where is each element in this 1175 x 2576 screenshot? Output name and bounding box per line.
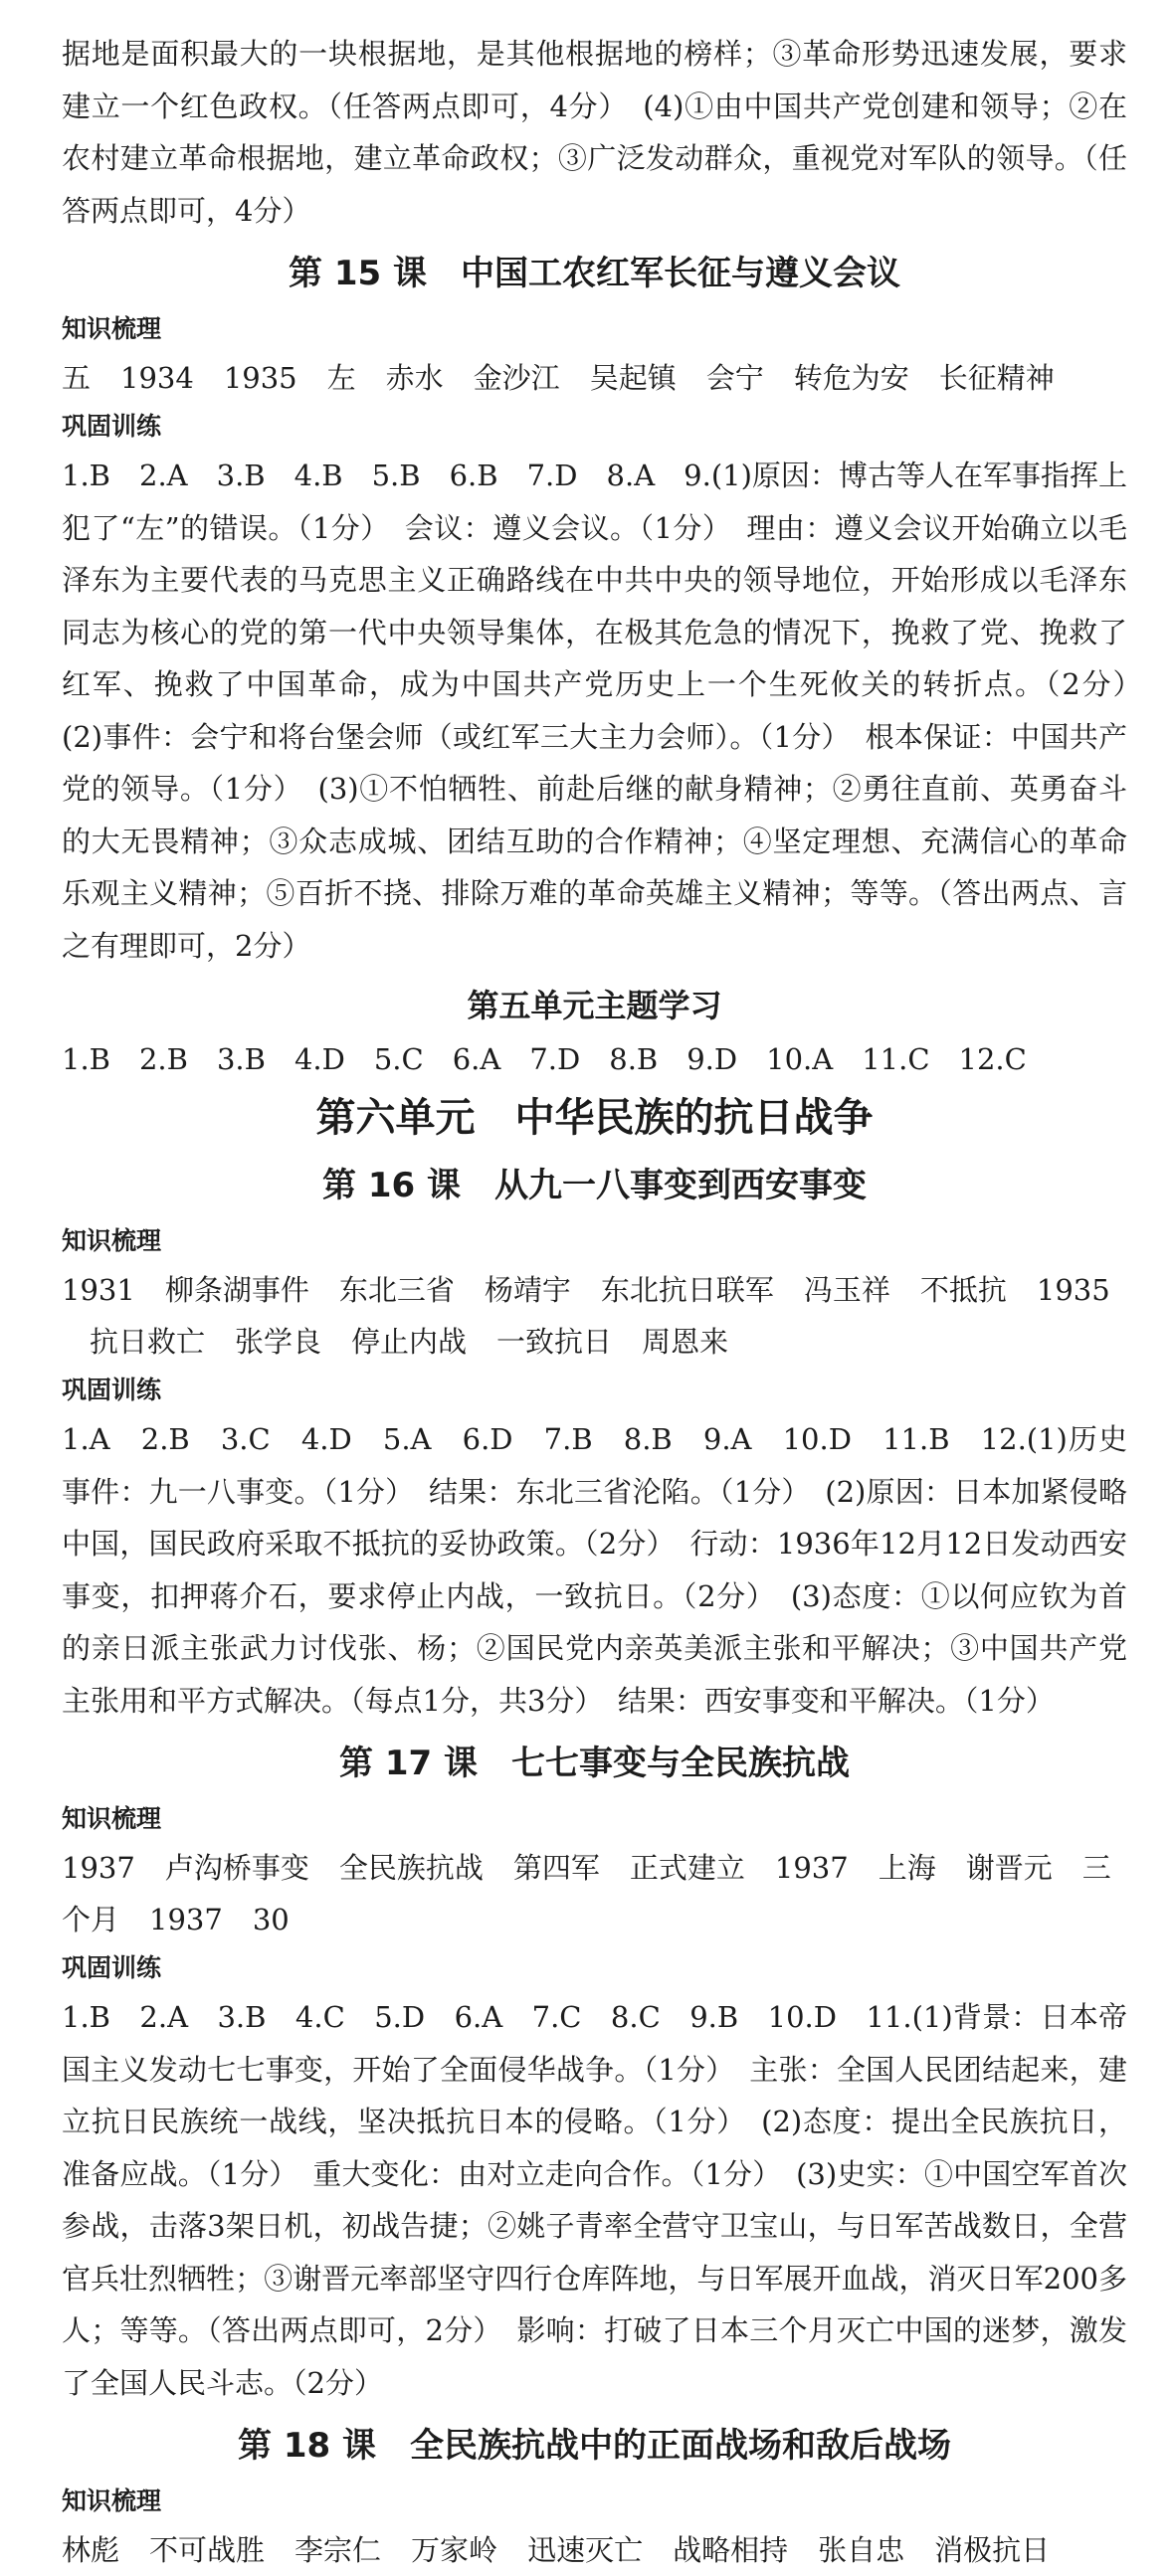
lesson-17-keywords-line-2	[62, 1894, 1127, 1945]
lesson-17-practice	[62, 1991, 1127, 2409]
keyword: 迅速灭亡	[527, 2533, 644, 2567]
keyword: 个月	[62, 1903, 120, 1936]
keyword: 消极抗日	[934, 2533, 1051, 2567]
keyword: 一致抗日	[496, 1325, 613, 1359]
keyword: 卢沟桥事变	[164, 1851, 309, 1885]
lesson-15-practice-label: 巩固训练	[62, 412, 162, 441]
unit-5-theme-title: 第五单元主题学习	[467, 987, 722, 1024]
lesson-17-practice-text: 1.B 2.A 3.B 4.C 5.D 6.A 7.C 8.C 9.B 10.D 11.(1)背景：日本帝国主义发动七七事变，开始了全面侵华战争。（1分） 主张：全国人民团结起来，建立抗日民族统一战线，坚决抵抗日本的侵略。（1分） (2)态度：提出全民族抗日，准备应战。（1分） 重大变化：由对立走向合作。（1分） (3)史实：①中国空军首次参战，击落3架日机，初战告捷；②姚子青率全营守卫宝山，与日军苦战数日，全营官兵壮烈牺牲；③谢晋元率部坚守四行仓库阵地，与日军展开血战，消灭日军200多人；等等。（答出两点即可，2分） 影响：打破了日本三个月灭亡中国的迷梦，激发了全国人民斗志。（2分）	[62, 2000, 1127, 2400]
keyword: 吴起镇	[589, 361, 677, 395]
keyword: 1935	[1036, 1273, 1110, 1307]
keyword: 李宗仁	[294, 2533, 382, 2567]
keyword: 转危为安	[793, 361, 909, 395]
keyword: 万家岭	[411, 2533, 498, 2567]
lesson-15-practice	[62, 450, 1157, 972]
keyword: 全民族抗战	[338, 1851, 484, 1885]
lesson-15-knowledge-label: 知识梳理	[62, 314, 162, 343]
keyword: 1937	[62, 1851, 135, 1885]
keyword: 杨靖宇	[484, 1273, 571, 1307]
keyword: 长征精神	[938, 361, 1055, 395]
intro-text: 据地是面积最大的一块根据地，是其他根据地的榜样；③革命形势迅速发展，要求建立一个红色政权。（任答两点即可，4分） (4)①由中国共产党创建和领导；②在农村建立革命根据地，建立革命政权；③广泛发动群众，重视党对军队的领导。（任答两点即可，4分）	[62, 37, 1127, 228]
keyword: 金沙江	[473, 361, 560, 395]
keyword: 不可战胜	[149, 2533, 266, 2567]
lesson-17-knowledge-label: 知识梳理	[62, 1804, 162, 1833]
lesson-16-keywords-line-1	[62, 1264, 1127, 1316]
keyword: 停止内战	[351, 1325, 468, 1359]
lesson-18-knowledge-label: 知识梳理	[62, 2486, 162, 2515]
keyword: 张自忠	[818, 2533, 905, 2567]
keyword: 五	[62, 361, 92, 395]
keyword: 1937	[149, 1903, 223, 1936]
keyword: 冯玉祥	[803, 1273, 890, 1307]
intro-paragraph	[62, 28, 1127, 237]
keyword: 30	[252, 1903, 290, 1936]
keyword: 战略相持	[673, 2533, 789, 2567]
lesson-18-title: 第 18 课 全民族抗战中的正面战场和敌后战场	[238, 2426, 951, 2466]
lesson-16-practice	[62, 1413, 1127, 1727]
lesson-17-keywords-line-1	[62, 1842, 1127, 1894]
unit-6-title: 第六单元 中华民族的抗日战争	[315, 1095, 874, 1141]
keyword: 东北抗日联军	[600, 1273, 774, 1307]
keyword: 林彪	[62, 2533, 120, 2567]
keyword: 左	[326, 361, 356, 395]
keyword: 东北三省	[338, 1273, 455, 1307]
lesson-16-knowledge-label: 知识梳理	[62, 1226, 162, 1255]
keyword: 不抵抗	[919, 1273, 1007, 1307]
lesson-15-keywords	[62, 352, 1127, 404]
keyword: 赤水	[385, 361, 444, 395]
keyword: 谢晋元	[965, 1851, 1053, 1885]
keyword: 抗日救亡	[90, 1325, 206, 1359]
keyword: 三	[1081, 1851, 1111, 1885]
keyword: 周恩来	[642, 1325, 729, 1359]
keyword: 正式建立	[629, 1851, 745, 1885]
keyword: 1931	[62, 1273, 135, 1307]
keyword: 第四军	[512, 1851, 600, 1885]
keyword: 张学良	[235, 1325, 322, 1359]
lesson-16-practice-text: 1.A 2.B 3.C 4.D 5.A 6.D 7.B 8.B 9.A 10.D 11.B 12.(1)历史事件：九一八事变。（1分） 结果：东北三省沦陷。（1分） (2)原因：日本加紧侵略中国，国民政府采取不抵抗的妥协政策。（2分） 行动：1936年12月12日发动西安事变，扣押蒋介石，要求停止内战，一致抗日。（2分） (3)态度：①以何应钦为首的亲日派主张武力讨伐张、杨；②国民党内亲英美派主张和平解决；③中国共产党主张用和平方式解决。（每点1分，共3分） 结果：西安事变和平解决。（1分）	[62, 1422, 1127, 1718]
keyword: 1937	[774, 1851, 849, 1885]
lesson-16-practice-label: 巩固训练	[62, 1376, 162, 1404]
keyword: 1934	[120, 361, 194, 395]
unit-5-theme-answers: 1.B 2.B 3.B 4.D 5.C 6.A 7.D 8.B 9.D 10.A 11.C 12.C	[62, 1042, 1027, 1076]
keyword: 柳条湖事件	[164, 1273, 309, 1307]
keyword: 会宁	[705, 361, 764, 395]
lesson-16-keywords-line-2	[62, 1316, 1127, 1368]
lesson-15-practice-text: 1.B 2.A 3.B 4.B 5.B 6.B 7.D 8.A 9.(1)原因：博古等人在军事指挥上犯了“左”的错误。（1分） 会议：遵义会议。（1分） 理由：遵义会议开始确立以毛泽东为主要代表的马克思主义正确路线在中共中央的领导地位，开始形成以毛泽东同志为核心的党的第一代中央领导集体，在极其危急的情况下，挽救了党、挽救了红军、挽救了中国革命，成为中国共产党历史上一个生死攸关的转折点。（2分） (2)事件：会宁和将台堡会师（或红军三大主力会师）。（1分） 根本保证：中国共产党的领导。（1分） (3)①不怕牺牲、前赴后继的献身精神；②勇往直前、英勇奋斗的大无畏精神；③众志成城、团结互助的合作精神；④坚定理想、充满信心的革命乐观主义精神；⑤百折不挠、排除万难的革命英雄主义精神；等等。（答出两点、言之有理即可，2分）	[62, 459, 1157, 963]
lesson-18-keywords	[62, 2524, 1127, 2576]
lesson-16-title: 第 16 课 从九一八事变到西安事变	[322, 1166, 867, 1205]
lesson-15-title: 第 15 课 中国工农红军长征与遵义会议	[289, 254, 900, 293]
keyword: 1935	[223, 361, 297, 395]
keyword: 上海	[878, 1851, 936, 1885]
lesson-17-title: 第 17 课 七七事变与全民族抗战	[339, 1744, 850, 1783]
lesson-17-practice-label: 巩固训练	[62, 1953, 162, 1982]
